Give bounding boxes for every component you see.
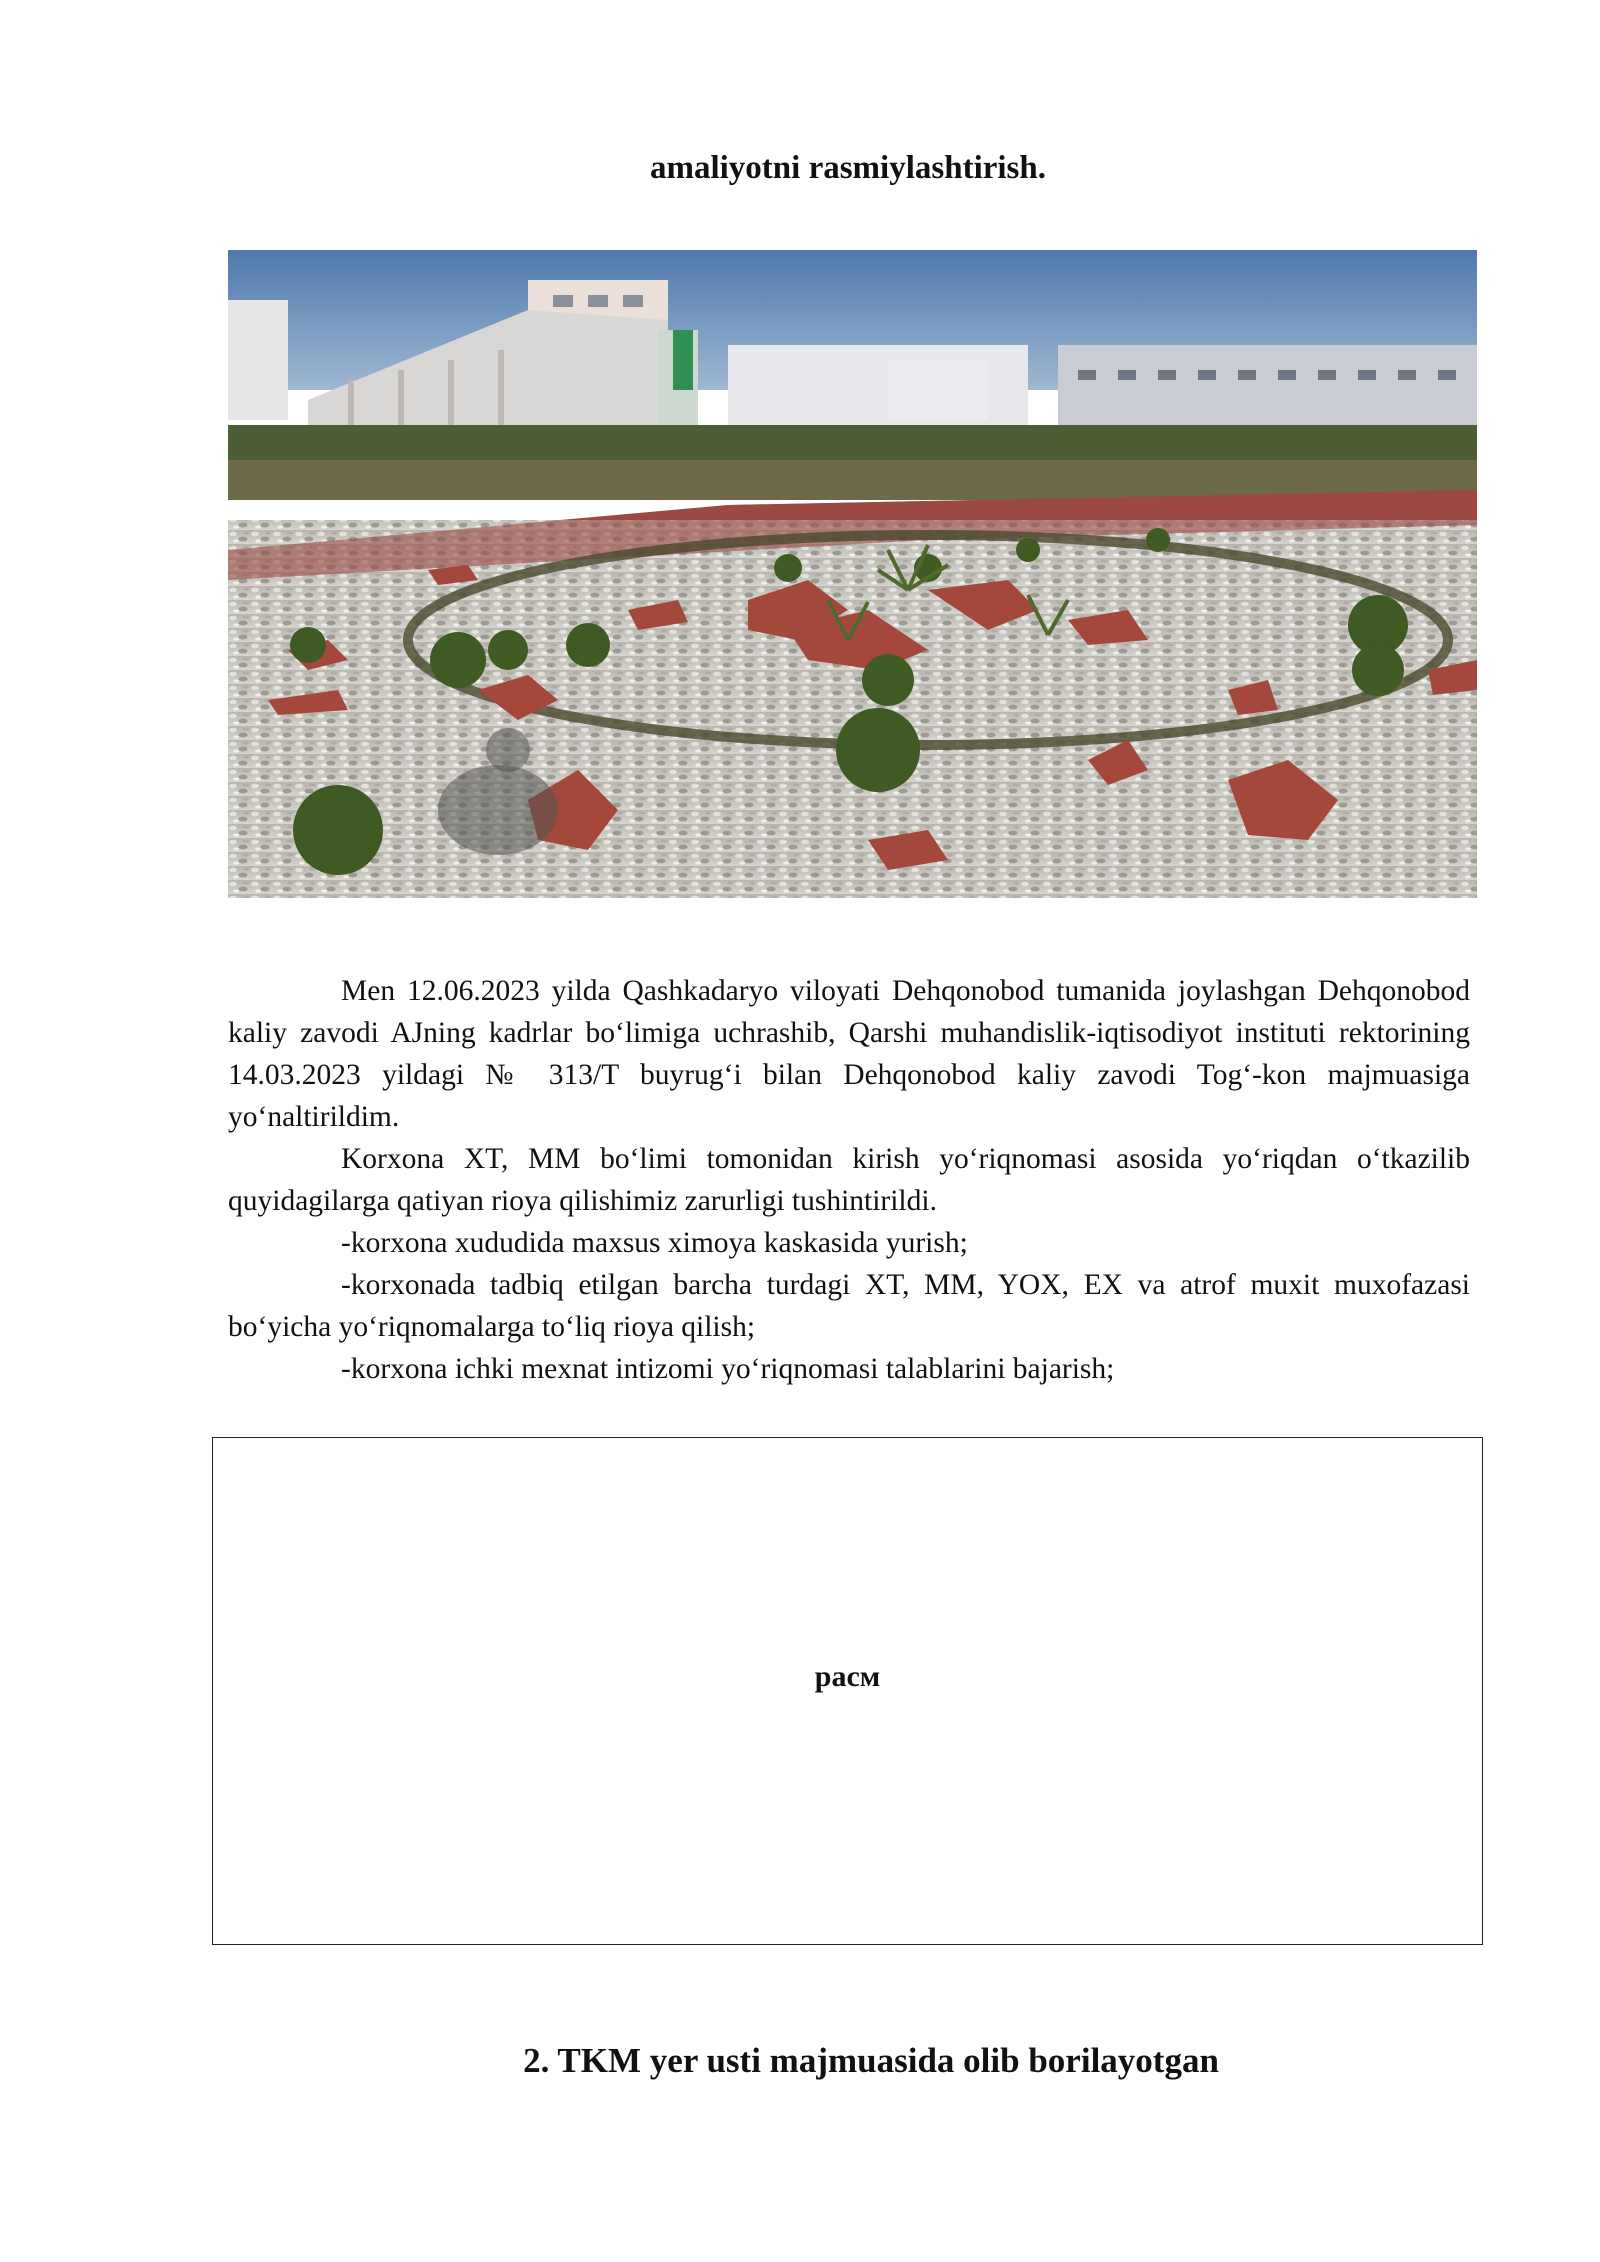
paragraph-safety-briefing: Korxona XT, MM bo‘limi tomonidan kirish yo‘riqnomasi asosida yo‘riqdan o‘tkazilib quyidagilarga qatiyan rioya qilishimiz zarurligi tushintirildi. bbox=[228, 1143, 1470, 1217]
factory-photo bbox=[228, 250, 1477, 898]
list-item: -korxonada tadbiq etilgan barcha turdagi XT, MM, YOX, EX va atrof muxit muxofazasi bo‘yicha yo‘riqnomalarga to‘liq rioya qilish; bbox=[228, 1269, 1470, 1343]
list-item: -korxona ichki mexnat intizomi yo‘riqnomasi talablarini bajarish; bbox=[341, 1353, 1115, 1385]
image-placeholder-box bbox=[212, 1437, 1483, 1945]
paragraph-assignment: Men 12.06.2023 yilda Qashkadaryo viloyati Dehqonobod tumanida joylashgan Dehqonobod kaliy zavodi AJning kadrlar bo‘limiga uchrashib, Qarshi muhandislik-iqtisodiyot instituti rektorining 14.03.2023 yildagi № 313/T buyrug‘i bilan Dehqonobod kaliy zavodi Tog‘-kon majmuasiga yo‘naltirildim. bbox=[228, 975, 1470, 1133]
section-heading-bottom: 2. TKM yer usti majmuasida olib borilayotgan bbox=[523, 2041, 1219, 2080]
section-heading-top: amaliyotni rasmiylashtirish. bbox=[649, 150, 1047, 186]
image-placeholder-label: расм bbox=[814, 1660, 881, 1693]
body-text bbox=[228, 970, 1470, 1390]
factory-photo-illustration bbox=[228, 250, 1477, 898]
list-item: -korxona xududida maxsus ximoya kaskasida yurish; bbox=[341, 1227, 968, 1259]
